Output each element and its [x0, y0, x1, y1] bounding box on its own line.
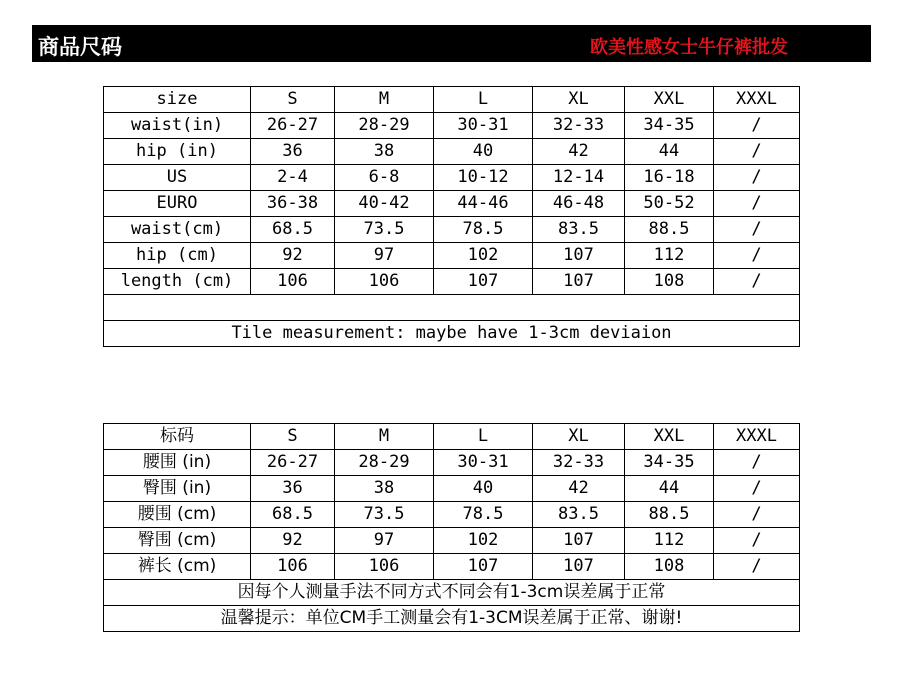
- column-header-size: L: [434, 87, 533, 113]
- table-cell: 26-27: [251, 450, 335, 476]
- table-cell: 44: [625, 476, 714, 502]
- table-cell: 10-12: [434, 165, 533, 191]
- table-cell: 40: [434, 476, 533, 502]
- empty-cell: [104, 295, 800, 321]
- table-cell: 106: [335, 269, 434, 295]
- table-cell: 26-27: [251, 113, 335, 139]
- table-header-row: [104, 424, 800, 450]
- table-cell: /: [714, 476, 800, 502]
- table-cell: /: [714, 165, 800, 191]
- table-cell: 102: [434, 243, 533, 269]
- table-cell: 28-29: [335, 450, 434, 476]
- table-cell: 36: [251, 139, 335, 165]
- table-cell: 112: [625, 243, 714, 269]
- table-cell: /: [714, 243, 800, 269]
- table-cell: 12-14: [533, 165, 625, 191]
- table-cell: 32-33: [533, 113, 625, 139]
- row-label: 裤长 (cm): [104, 554, 251, 580]
- table-cell: /: [714, 450, 800, 476]
- table-cell: /: [714, 139, 800, 165]
- table-cell: /: [714, 269, 800, 295]
- column-header-size: XXL: [625, 87, 714, 113]
- table-cell: 38: [335, 476, 434, 502]
- row-label: 臀围 (cm): [104, 528, 251, 554]
- column-header-size: L: [434, 424, 533, 450]
- table-cell: 42: [533, 139, 625, 165]
- table-cell: 97: [335, 243, 434, 269]
- note-row: [104, 580, 800, 606]
- row-label: waist(cm): [104, 217, 251, 243]
- table-cell: 83.5: [533, 502, 625, 528]
- column-header-size: M: [335, 424, 434, 450]
- table-cell: 32-33: [533, 450, 625, 476]
- table-row: [104, 191, 800, 217]
- page-subtitle: 欧美性感女士牛仔裤批发: [590, 37, 788, 58]
- table-cell: 107: [434, 554, 533, 580]
- row-label: 腰围 (in): [104, 450, 251, 476]
- table-cell: 112: [625, 528, 714, 554]
- table-cell: 78.5: [434, 217, 533, 243]
- table-cell: 78.5: [434, 502, 533, 528]
- table-cell: 42: [533, 476, 625, 502]
- table-row: [104, 528, 800, 554]
- column-header-size: S: [251, 424, 335, 450]
- row-label: 腰围 (cm): [104, 502, 251, 528]
- table-cell: /: [714, 113, 800, 139]
- table-cell: 97: [335, 528, 434, 554]
- table-cell: 107: [533, 269, 625, 295]
- table-cell: 107: [533, 554, 625, 580]
- measurement-note: Tile measurement: maybe have 1-3cm deviaion: [104, 321, 800, 347]
- note-row: [104, 321, 800, 347]
- table-cell: /: [714, 528, 800, 554]
- table-cell: 92: [251, 528, 335, 554]
- table-row: [104, 113, 800, 139]
- row-label: US: [104, 165, 251, 191]
- table-cell: 36: [251, 476, 335, 502]
- row-label: hip (cm): [104, 243, 251, 269]
- column-header-label: 标码: [104, 424, 251, 450]
- table-cell: 108: [625, 554, 714, 580]
- table-row: [104, 554, 800, 580]
- column-header-size: XXL: [625, 424, 714, 450]
- table-cell: 40-42: [335, 191, 434, 217]
- table-cell: 50-52: [625, 191, 714, 217]
- table-row: [104, 139, 800, 165]
- table-header-row: [104, 87, 800, 113]
- table-row: [104, 450, 800, 476]
- table-cell: 102: [434, 528, 533, 554]
- row-label: length (cm): [104, 269, 251, 295]
- table-cell: 6-8: [335, 165, 434, 191]
- column-header-size: XXXL: [714, 87, 800, 113]
- table-cell: /: [714, 502, 800, 528]
- table-cell: 107: [533, 528, 625, 554]
- table-cell: 44: [625, 139, 714, 165]
- table-row: [104, 269, 800, 295]
- table-cell: 44-46: [434, 191, 533, 217]
- column-header-size: XL: [533, 87, 625, 113]
- column-header-label: size: [104, 87, 251, 113]
- table-row: [104, 502, 800, 528]
- table-cell: 34-35: [625, 113, 714, 139]
- table-cell: 2-4: [251, 165, 335, 191]
- table-cell: 73.5: [335, 217, 434, 243]
- column-header-size: M: [335, 87, 434, 113]
- table-cell: 108: [625, 269, 714, 295]
- table-cell: 46-48: [533, 191, 625, 217]
- row-label: 臀围 (in): [104, 476, 251, 502]
- table-row: [104, 476, 800, 502]
- note-row: [104, 606, 800, 632]
- table-cell: 106: [335, 554, 434, 580]
- header-bar: [32, 25, 871, 62]
- size-table-english: [103, 86, 800, 347]
- row-label: waist(in): [104, 113, 251, 139]
- table-row: [104, 165, 800, 191]
- table-cell: 73.5: [335, 502, 434, 528]
- table-cell: 106: [251, 269, 335, 295]
- size-table-chinese: [103, 423, 800, 632]
- table-cell: 83.5: [533, 217, 625, 243]
- table-cell: /: [714, 191, 800, 217]
- table-cell: 68.5: [251, 502, 335, 528]
- table-row: [104, 243, 800, 269]
- table-cell: 28-29: [335, 113, 434, 139]
- row-label: EURO: [104, 191, 251, 217]
- table-cell: /: [714, 217, 800, 243]
- column-header-size: XL: [533, 424, 625, 450]
- table-cell: 88.5: [625, 217, 714, 243]
- table-cell: 36-38: [251, 191, 335, 217]
- page-title: 商品尺码: [38, 35, 122, 59]
- table-row: [104, 217, 800, 243]
- table-cell: 38: [335, 139, 434, 165]
- column-header-size: S: [251, 87, 335, 113]
- table-cell: 107: [533, 243, 625, 269]
- table-cell: 88.5: [625, 502, 714, 528]
- table-cell: 34-35: [625, 450, 714, 476]
- table-cell: 40: [434, 139, 533, 165]
- table-cell: 92: [251, 243, 335, 269]
- table-cell: 30-31: [434, 113, 533, 139]
- row-label: hip (in): [104, 139, 251, 165]
- column-header-size: XXXL: [714, 424, 800, 450]
- table-cell: /: [714, 554, 800, 580]
- table-cell: 16-18: [625, 165, 714, 191]
- table-cell: 68.5: [251, 217, 335, 243]
- measurement-note: 因每个人测量手法不同方式不同会有1-3cm误差属于正常: [104, 580, 800, 606]
- table-cell: 107: [434, 269, 533, 295]
- measurement-note: 温馨提示：单位CM手工测量会有1-3CM误差属于正常、谢谢!: [104, 606, 800, 632]
- table-cell: 30-31: [434, 450, 533, 476]
- empty-row: [104, 295, 800, 321]
- table-cell: 106: [251, 554, 335, 580]
